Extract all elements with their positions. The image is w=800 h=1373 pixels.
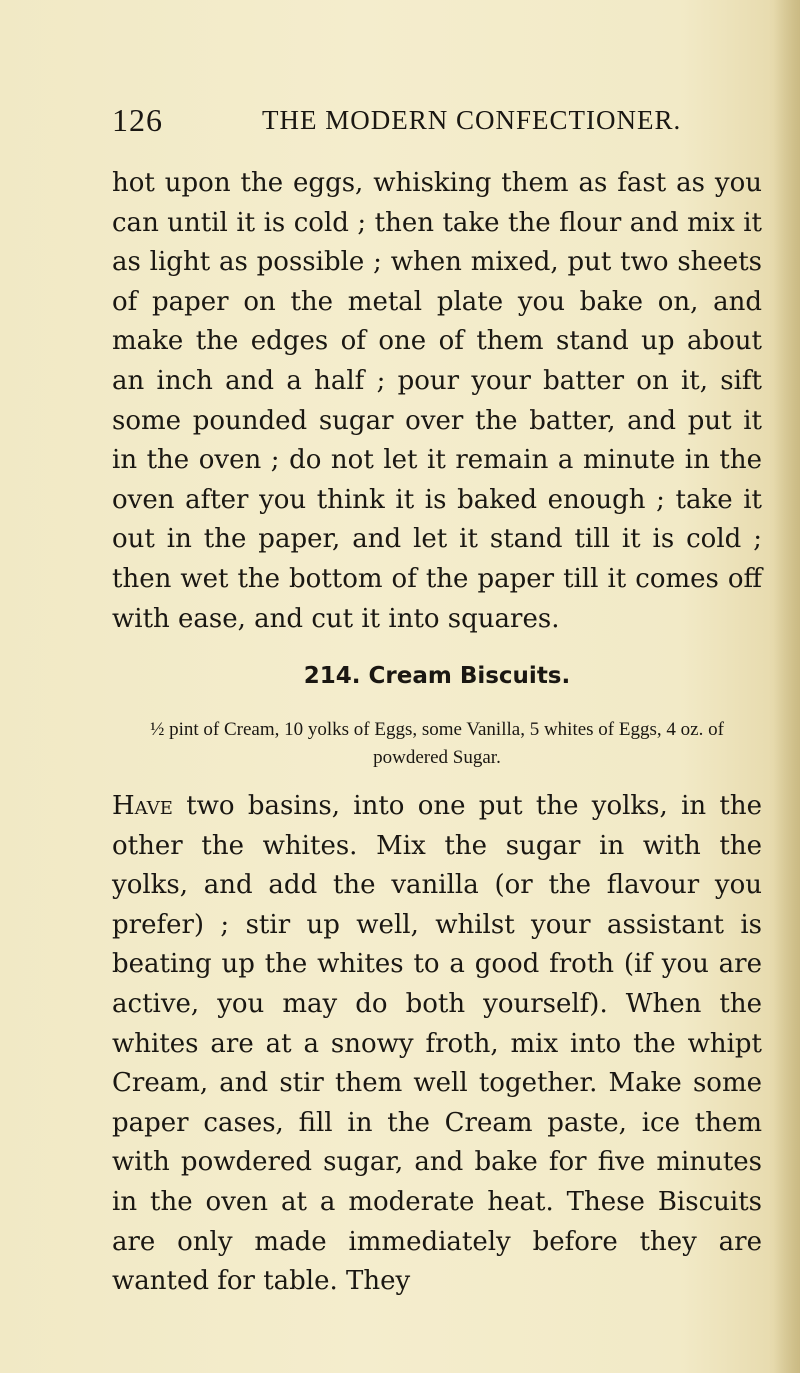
recipe-ingredients: ½ pint of Cream, 10 yolks of Eggs, some Vanilla, 5 whites of Eggs, 4 oz. of powdered Sugar. [150, 719, 724, 768]
page-header [112, 100, 762, 140]
recipe-method [112, 787, 762, 1302]
running-title: THE MODERN CONFECTIONER. [262, 105, 682, 135]
method-text: two basins, into one put the yolks, in the other the whites. Mix the sugar in with the yolks, and add the vanilla (or the flavour you prefer) ; stir up well, whilst your assistant is beating up the whites to a good froth (if you are active, you may do both yourself). When the whites are at a snowy froth, mix into the whipt Cream, and stir them well together. Make some paper cases, fill in the Cream paste, ice them with powdered sugar, and bake for five minutes in the oven at a moderate heat. These Biscuits are only made immediately before they are wanted for table. They [112, 791, 762, 1297]
recipe-title: 214. Cream Biscuits. [303, 663, 571, 689]
page-number: 126 [112, 102, 163, 138]
method-first-word: Have [112, 791, 173, 821]
page-edge-shadow [774, 0, 800, 1373]
continued-paragraph: hot upon the eggs, whisking them as fast as you can until it is cold ; then take the flour and mix it as light as possible ; when mixed, put two sheets of paper on the metal plate you bake on, and make the edges of one of them stand up about an inch and a half ; pour your batter on it, sift some pounded sugar over the batter, and put it in the oven ; do not let it remain a minute in the oven after you think it is baked enough ; take it out in the paper, and let it stand till it is cold ; then wet the bottom of the paper till it comes off with ease, and cut it into squares. [112, 168, 762, 634]
